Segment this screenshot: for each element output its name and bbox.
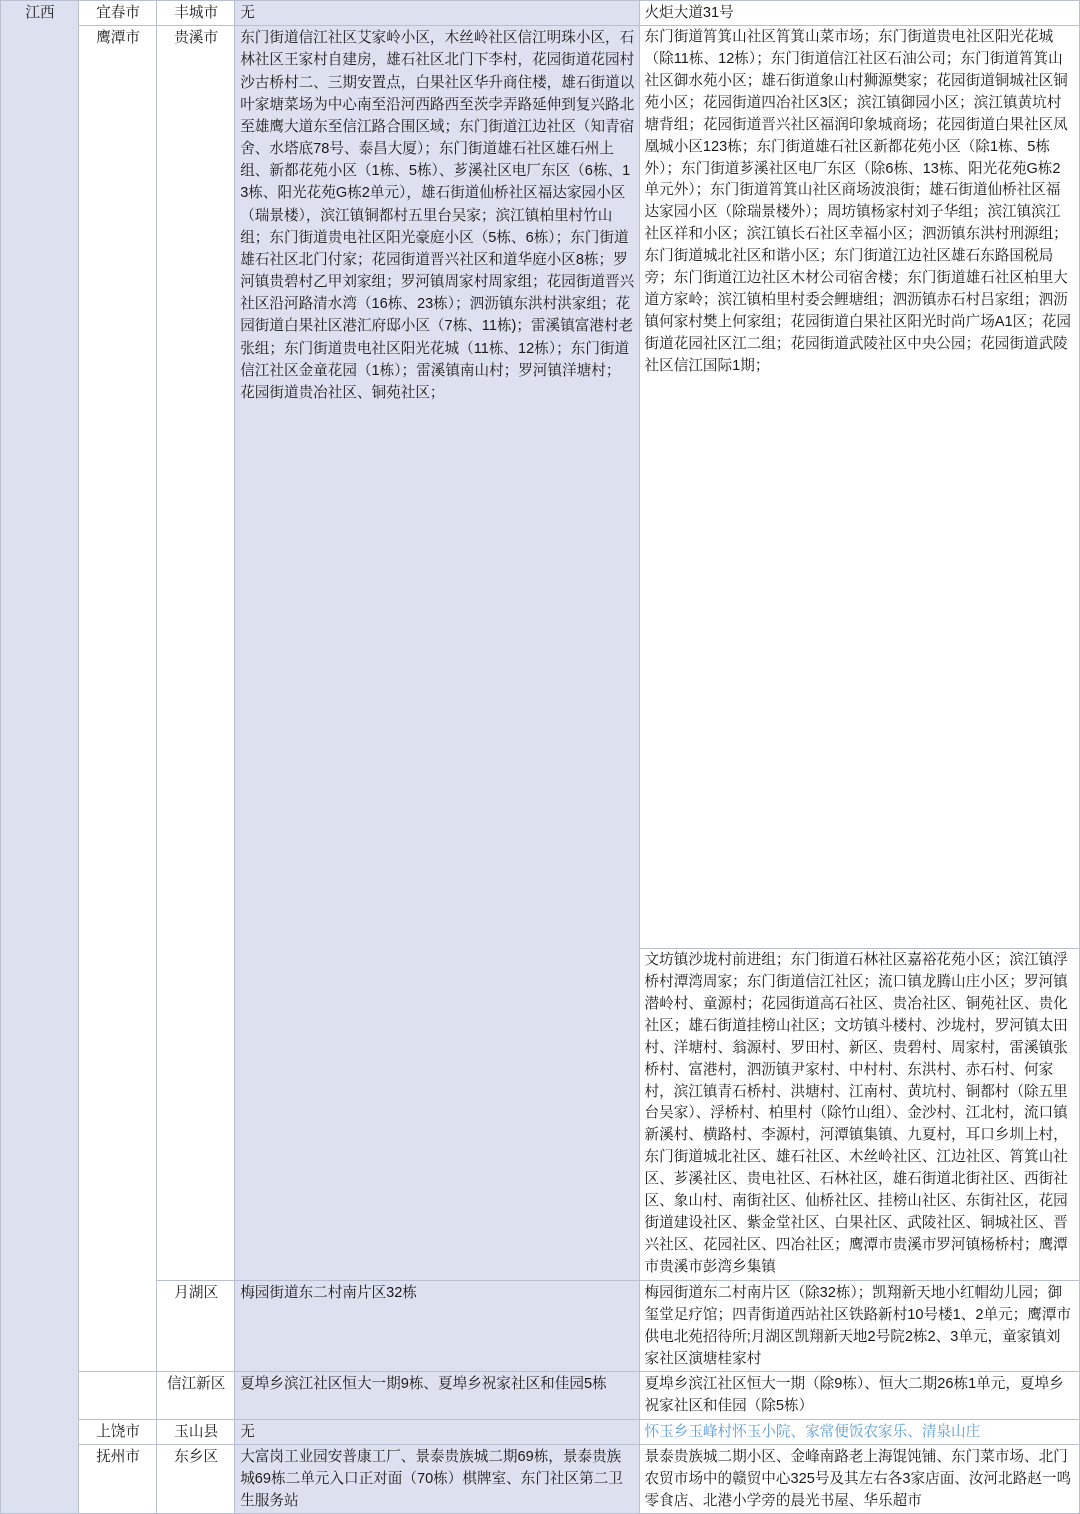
cell-city: 上饶市 xyxy=(79,1419,157,1444)
cell-detail-note: 景泰贵族城二期小区、金峰南路老上海馄饨铺、东门菜市场、北门农贸市场中的赣贸中心325号及其左右各3家店面、汝河北路赵一鸣零食店、北港小学旁的晨光书屋、华乐超市 xyxy=(639,1444,1079,1514)
table-row xyxy=(1,1372,1080,1419)
cell-city: 宜春市 xyxy=(79,1,157,26)
cell-district: 贵溪市 xyxy=(157,26,235,1280)
cell-middle-note: 大富岗工业园安普康工厂、景泰贵族城二期69栋，景泰贵族城69栋二单元入口正对面（70栋）棋牌室、东门社区第二卫生服务站 xyxy=(235,1444,639,1514)
cell-middle-note: 无 xyxy=(235,1,639,26)
cell-detail-note-part2: 文坊镇沙垅村前进组；东门街道石林社区嘉裕花苑小区；滨江镇浮桥村潭湾周家；东门街道信江社区；流口镇龙腾山庄小区；罗河镇潜岭村、童源村；花园街道高石社区、贵冶社区、铜苑社区、贵化社区；雄石街道挂榜山社区；文坊镇斗楼村、沙垅村，罗河镇太田村、洋塘村、翁源村、罗田村、新区、贵碧村、周家村，雷溪镇张桥村、富港村，泗沥镇尹家村、中村村、东洪村、赤石村、何家村，滨江镇青石桥村、洪塘村、江南村、黄坑村、铜都村（除五里台吴家）、浮桥村、柏里村（除竹山组）、金沙村、江北村，流口镇新溪村、横路村、李源村，河潭镇集镇、九夏村，耳口乡圳上村，东门街道城北社区、雄石社区、木丝岭社区、江边社区、筲箕山社区、芗溪社区、贵电社区、石林社区，雄石街道北街社区、西街社区、象山村、南街社区、仙桥社区、挂榜山社区、东街社区，花园街道建设社区、紫金堂社区、白果社区、武陵社区、铜城社区、晋兴社区、花园社区、四冶社区；鹰潭市贵溪市罗河镇杨桥村；鹰潭市贵溪市彭湾乡集镇 xyxy=(639,949,1079,1280)
cell-province: 江西 xyxy=(1,1,79,1514)
cell-detail-note-part1: 东门街道筲箕山社区筲箕山菜市场；东门街道贵电社区阳光花城（除11栋、12栋）；东门街道信江社区石油公司；东门街道筲箕山社区御水苑小区；雄石街道象山村狮源樊家；花园街道铜城社区铜苑小区；花园街道四冶社区3区；滨江镇御园小区；滨江镇黄坑村塘背组；花园街道晋兴社区福润印象城商场；花园街道白果社区凤凰城小区123栋；东门街道雄石社区新都花苑小区（除1栋、5栋外）；东门街道芗溪社区电厂东区（除6栋、13栋、阳光花苑G栋2单元外）；东门街道筲箕山社区商场波浪街；雄石街道仙桥社区福达家园小区（除瑞景楼外）；周坊镇杨家村刘子华组；滨江镇滨江社区祥和小区；滨江镇长石社区幸福小区；泗沥镇东洪村刑源组；东门街道城北社区和谐小区；东门街道江边社区雄石东路国税局旁；东门街道江边社区木材公司宿舍楼；东门街道雄石社区柏里大道方家岭；滨江镇柏里村委会鲤塘组；泗沥镇赤石村吕家组；泗沥镇何家村樊上何家组；花园街道白果社区阳光时尚广场A1区；花园街道花园社区江二组；花园街道武陵社区中央公园；花园街道武陵社区信江国际1期； xyxy=(639,26,1079,949)
cell-city: 鹰潭市 xyxy=(79,26,157,1372)
cell-district: 玉山县 xyxy=(157,1419,235,1444)
cell-city xyxy=(79,1372,157,1419)
cell-district: 月湖区 xyxy=(157,1280,235,1372)
cell-detail-note-highlighted: 怀玉乡玉峰村怀玉小院、家常便饭农家乐、清泉山庄 xyxy=(639,1419,1079,1444)
cell-middle-note: 夏埠乡滨江社区恒大一期9栋、夏埠乡祝家社区和佳园5栋 xyxy=(235,1372,639,1419)
cell-district: 东乡区 xyxy=(157,1444,235,1514)
cell-middle-note: 梅园街道东二村南片区32栋 xyxy=(235,1280,639,1372)
table-row xyxy=(1,1444,1080,1514)
cell-middle-note: 东门街道信江社区艾家岭小区，木丝岭社区信江明珠小区，石林社区王家村自建房，雄石社区北门下李村，花园街道花园村沙古桥村二、三期安置点，白果社区华升商住楼，雄石街道以叶家塘菜场为中心南至沿河西路西至茨孛弄路延伸到复兴路北至雄鹰大道东至信江路合围区域；东门街道江边社区（知青宿舍、水塔底78号、泰昌大厦）；东门街道雄石社区雄石州上组、新都花苑小区（1栋、5栋）、芗溪社区电厂东区（6栋、13栋、阳光花苑G栋2单元），雄石街道仙桥社区福达家园小区（瑞景楼），滨江镇铜都村五里台吴家；滨江镇柏里村竹山组；东门街道贵电社区阳光豪庭小区（5栋、6栋）；东门街道雄石社区北门付家；花园街道晋兴社区和道华庭小区8栋；罗河镇贵碧村乙甲刘家组；罗河镇周家村周家组；花园街道晋兴社区沿河路清水湾（16栋、23栋）；泗沥镇东洪村洪家组；花园街道白果社区港汇府邸小区（7栋、11栋)；雷溪镇富港村老张组；东门街道贵电社区阳光花城（11栋、12栋）；东门街道信江社区金童花园（1栋）；雷溪镇南山村；罗河镇洋塘村；花园街道贵冶社区、铜苑社区； xyxy=(235,26,639,1280)
cell-detail-note: 梅园街道东二村南片区（除32栋）；凯翔新天地小红帽幼儿园；御玺堂足疗馆；四青街道西站社区铁路新村10号楼1、2单元；鹰潭市供电北苑招待所;月湖区凯翔新天地2号院2栋2、3单元，童家镇刘家社区演塘桂家村 xyxy=(639,1280,1079,1372)
cell-city: 抚州市 xyxy=(79,1444,157,1514)
table-row xyxy=(1,1,1080,26)
cell-detail-note: 火炬大道31号 xyxy=(639,1,1079,26)
cell-district: 丰城市 xyxy=(157,1,235,26)
cell-detail-note: 夏埠乡滨江社区恒大一期（除9栋）、恒大二期26栋1单元，夏埠乡祝家社区和佳园（除5栋） xyxy=(639,1372,1079,1419)
cell-middle-note: 无 xyxy=(235,1419,639,1444)
cell-district: 信江新区 xyxy=(157,1372,235,1419)
table-row xyxy=(1,26,1080,949)
table-row xyxy=(1,1419,1080,1444)
table-row xyxy=(1,1280,1080,1372)
